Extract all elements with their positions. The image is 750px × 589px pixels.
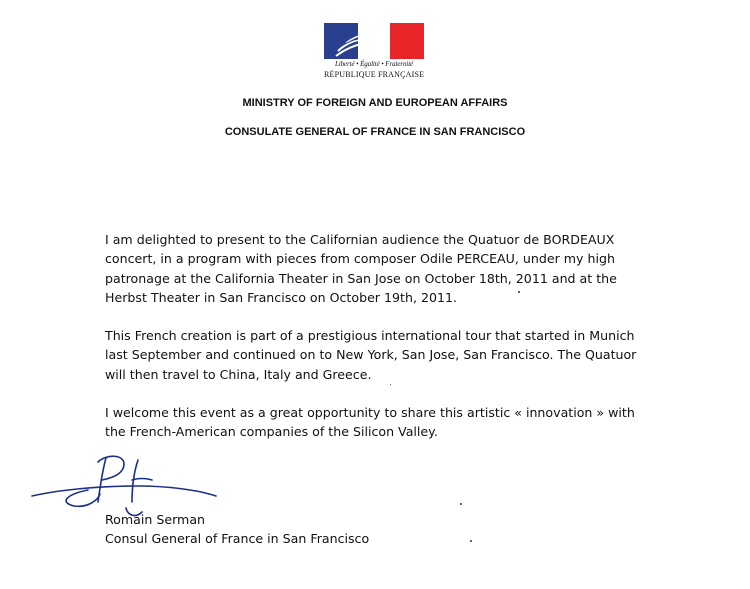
logo-republic: RÉPUBLIQUE FRANÇAISE	[324, 70, 425, 79]
consulate-heading: CONSULATE GENERAL OF FRANCE IN SAN FRANCISCO	[224, 126, 526, 138]
paragraph-3	[105, 403, 665, 442]
paragraph-line: concert, in a program with pieces from composer Odile PERCEAU, under my high	[105, 251, 615, 267]
letter-body	[105, 230, 665, 461]
marianne-logo	[324, 23, 424, 83]
paragraph-1	[105, 230, 665, 307]
signer-name: Romain Serman	[105, 512, 206, 527]
paragraph-line: I welcome this event as a great opportunity to share this artistic « innovation » with	[105, 405, 635, 421]
paragraph-line: Herbst Theater in San Francisco on October 19th, 2011.	[105, 289, 457, 305]
paragraph-line: I am delighted to present to the Californian audience the Quatuor de BORDEAUX	[105, 232, 615, 247]
paragraph-line: This French creation is part of a prestigious international tour that started in Munich	[105, 328, 635, 344]
print-speck	[390, 384, 391, 385]
paragraph-line: the French-American companies of the Silicon Valley.	[105, 424, 438, 440]
logo-motto: Liberté • Égalité • Fraternité	[334, 60, 414, 68]
paragraph-line: last September and continued on to New York, San Jose, San Francisco. The Quatuor	[105, 347, 637, 363]
signer-block	[105, 510, 369, 548]
ministry-heading: MINISTRY OF FOREIGN AND EUROPEAN AFFAIRS	[242, 97, 508, 109]
paragraph-line: will then travel to China, Italy and Greece.	[105, 366, 372, 382]
print-speck	[470, 540, 472, 542]
print-speck	[518, 291, 520, 293]
print-speck	[460, 503, 462, 505]
marianne-flag-icon	[324, 23, 424, 59]
paragraph-2	[105, 326, 665, 384]
signer-title: Consul General of France in San Francisco	[105, 531, 370, 546]
paragraph-line: patronage at the California Theater in San Jose on October 18th, 2011 and at the	[105, 270, 617, 286]
